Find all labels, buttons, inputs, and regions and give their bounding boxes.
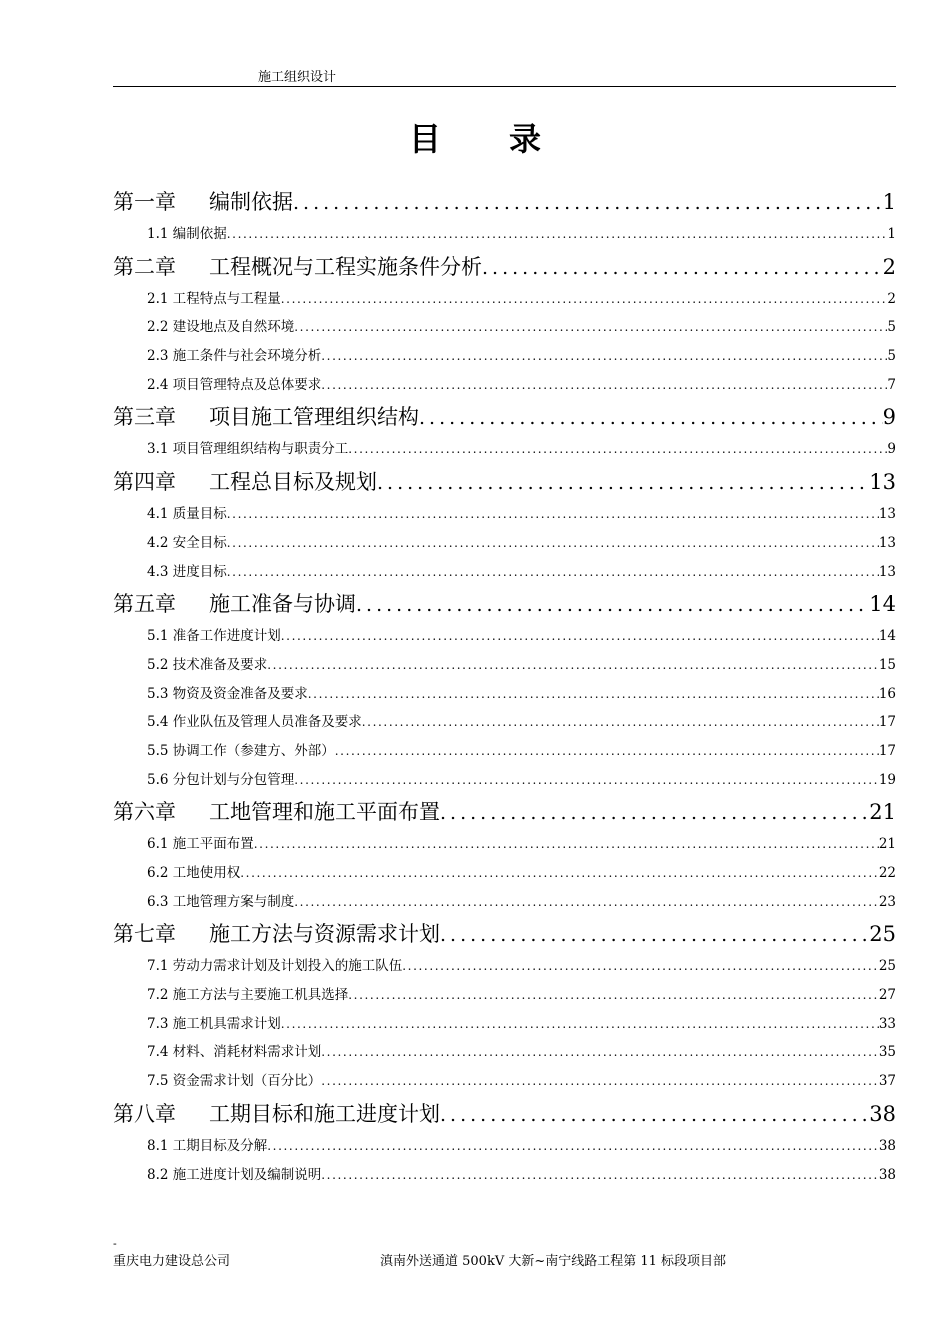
toc-section-row[interactable]	[113, 558, 896, 587]
chapter-number: 第五章	[113, 592, 176, 617]
leader-dots	[348, 981, 879, 1010]
toc-chapter-label	[113, 586, 356, 622]
page-number: 5	[887, 319, 896, 336]
toc-chapter-label	[113, 916, 440, 952]
page-number: 37	[878, 1073, 896, 1090]
leader-dots	[362, 708, 879, 737]
toc-chapter-label	[113, 399, 419, 435]
toc-section-row[interactable]	[113, 1132, 896, 1161]
section-title: 4.3 进度目标	[147, 563, 227, 580]
toc-chapter-row[interactable]	[113, 464, 896, 500]
page-number: 21	[869, 800, 896, 825]
chapter-number: 第一章	[113, 190, 176, 214]
page-number: 25	[869, 922, 896, 947]
toc-section-row[interactable]	[113, 888, 896, 917]
chapter-title: 施工方法与资源需求计划	[209, 922, 440, 947]
page-number: 21	[878, 836, 896, 853]
footer-mark: -	[113, 1237, 117, 1250]
leader-dots	[482, 250, 883, 285]
page-number: 23	[878, 893, 896, 910]
chapter-title: 工地管理和施工平面布置	[209, 800, 440, 825]
toc-chapter-row[interactable]	[113, 794, 896, 830]
section-title: 1.1 编制依据	[147, 226, 227, 242]
section-title: 8.2 施工进度计划及编制说明	[147, 1166, 322, 1183]
chapter-number: 第六章	[113, 800, 176, 825]
toc-chapter-row[interactable]	[113, 249, 896, 285]
leader-dots	[321, 1038, 879, 1067]
toc-chapter-row[interactable]	[113, 399, 896, 435]
leader-dots	[321, 1067, 879, 1096]
toc-section-row[interactable]	[113, 435, 896, 464]
toc-chapter-label	[113, 464, 377, 500]
leader-dots	[321, 1161, 879, 1190]
section-title: 4.1 质量目标	[147, 506, 227, 523]
page-number: 2	[882, 254, 896, 279]
toc-chapter-row[interactable]	[113, 916, 896, 952]
page-number: 33	[878, 1015, 896, 1032]
leader-dots	[281, 285, 888, 314]
toc-section-row[interactable]	[113, 1067, 896, 1096]
leader-dots	[294, 888, 879, 917]
toc-section-row[interactable]	[113, 981, 896, 1010]
leader-dots	[356, 587, 869, 622]
toc-title: 目录	[408, 120, 609, 158]
section-title: 6.1 施工平面布置	[147, 836, 254, 853]
leader-dots	[440, 795, 869, 830]
leader-dots	[227, 500, 879, 529]
footer-company: 重庆电力建设总公司	[113, 1254, 231, 1269]
page-number: 27	[878, 987, 896, 1004]
footer-project: 滇南外送通道 500kV 大新~南宁线路工程第 11 标段项目部	[380, 1254, 727, 1269]
toc-section-row[interactable]	[113, 500, 896, 529]
leader-dots	[308, 680, 879, 709]
toc-section-row[interactable]	[113, 737, 896, 766]
page-number: 13	[878, 534, 896, 551]
section-title: 5.1 准备工作进度计划	[147, 628, 281, 645]
page-number: 2	[887, 290, 896, 307]
page-number: 19	[878, 771, 896, 788]
leader-dots	[254, 830, 879, 859]
page-number: 38	[869, 1101, 896, 1126]
chapter-number: 第四章	[113, 470, 176, 495]
chapter-title: 工期目标和施工进度计划	[209, 1101, 440, 1126]
toc-section-row[interactable]	[113, 1038, 896, 1067]
chapter-title: 工程总目标及规划	[209, 470, 377, 495]
toc-chapter-label	[113, 249, 482, 285]
leader-dots	[294, 766, 879, 795]
section-title: 2.3 施工条件与社会环境分析	[147, 348, 322, 365]
toc-section-row[interactable]	[113, 651, 896, 680]
leader-dots	[227, 558, 879, 587]
toc-section-row[interactable]	[113, 708, 896, 737]
chapter-title: 施工准备与协调	[209, 592, 356, 617]
chapter-title: 编制依据	[209, 190, 293, 214]
leader-dots	[402, 952, 879, 981]
page-number: 16	[878, 685, 896, 702]
section-title: 5.5 协调工作（参建方、外部）	[147, 742, 335, 759]
section-title: 7.4 材料、消耗材料需求计划	[147, 1044, 322, 1061]
leader-dots	[227, 529, 879, 558]
toc-section-row[interactable]	[113, 1161, 896, 1190]
toc-chapter-row[interactable]	[113, 1096, 896, 1132]
page-number: 15	[878, 656, 896, 673]
toc-section-row[interactable]	[113, 342, 896, 371]
section-title: 2.4 项目管理特点及总体要求	[147, 376, 322, 393]
section-title: 6.3 工地管理方案与制度	[147, 893, 295, 910]
page-number: 14	[878, 628, 896, 645]
section-title: 5.2 技术准备及要求	[147, 656, 268, 673]
section-title: 5.4 作业队伍及管理人员准备及要求	[147, 714, 362, 731]
leader-dots	[348, 435, 887, 464]
leader-dots	[227, 220, 888, 249]
toc-section-row[interactable]	[113, 285, 896, 314]
section-title: 8.1 工期目标及分解	[147, 1137, 268, 1154]
section-title: 2.2 建设地点及自然环境	[147, 319, 295, 336]
section-title: 7.2 施工方法与主要施工机具选择	[147, 987, 349, 1004]
toc-section-row[interactable]	[113, 766, 896, 795]
page-number: 38	[878, 1137, 896, 1154]
toc-section-row[interactable]	[113, 220, 896, 249]
page-number: 13	[869, 470, 896, 495]
leader-dots	[377, 465, 869, 500]
page-number: 13	[878, 506, 896, 523]
toc-section-row[interactable]	[113, 371, 896, 400]
leader-dots	[294, 313, 887, 342]
toc-section-row[interactable]	[113, 313, 896, 342]
page-number: 22	[878, 865, 896, 881]
section-title: 4.2 安全目标	[147, 534, 227, 551]
page-number: 1	[882, 190, 896, 214]
page-number: 14	[869, 592, 896, 617]
page-number: 17	[878, 714, 896, 731]
leader-dots	[321, 342, 887, 371]
leader-dots	[267, 1132, 879, 1161]
header-text: 施工组织设计	[258, 70, 337, 85]
page-number: 9	[887, 441, 896, 458]
leader-dots	[440, 917, 869, 952]
chapter-title: 项目施工管理组织结构	[209, 405, 419, 430]
leader-dots	[419, 400, 883, 435]
leader-dots	[267, 651, 879, 680]
leader-dots	[281, 622, 879, 651]
section-title: 3.1 项目管理组织结构与职责分工	[147, 441, 349, 458]
section-title: 7.1 劳动力需求计划及计划投入的施工队伍	[147, 958, 403, 975]
toc-chapter-label	[113, 184, 293, 220]
toc-chapter-row[interactable]	[113, 586, 896, 622]
page-number: 1	[887, 226, 896, 242]
toc-section-row[interactable]	[113, 952, 896, 981]
section-title: 5.6 分包计划与分包管理	[147, 771, 295, 788]
section-title: 6.2 工地使用权	[147, 865, 241, 881]
leader-dots	[240, 859, 879, 888]
chapter-title: 工程概况与工程实施条件分析	[209, 254, 482, 279]
page-number: 17	[878, 742, 896, 759]
chapter-number: 第二章	[113, 254, 176, 279]
page-number: 13	[878, 563, 896, 580]
page-number: 38	[878, 1166, 896, 1183]
page-number: 35	[878, 1044, 896, 1061]
toc-chapter-label	[113, 1096, 440, 1132]
toc-chapter-label	[113, 794, 440, 830]
toc-section-row[interactable]	[113, 1010, 896, 1039]
toc-chapter-row[interactable]	[113, 184, 896, 220]
toc-section-row[interactable]	[113, 859, 896, 888]
page-number: 5	[887, 348, 896, 365]
section-title: 2.1 工程特点与工程量	[147, 290, 281, 307]
chapter-number: 第三章	[113, 405, 176, 430]
leader-dots	[440, 1097, 869, 1132]
toc-section-row[interactable]	[113, 529, 896, 558]
chapter-number: 第七章	[113, 922, 176, 947]
section-title: 5.3 物资及资金准备及要求	[147, 685, 308, 702]
leader-dots	[335, 737, 879, 766]
page-number: 9	[882, 405, 896, 430]
page-number: 25	[878, 958, 896, 975]
toc-section-row[interactable]	[113, 830, 896, 859]
section-title: 7.5 资金需求计划（百分比）	[147, 1073, 322, 1090]
page-header	[113, 64, 896, 87]
leader-dots	[321, 371, 887, 400]
page-number: 7	[887, 376, 896, 393]
leader-dots	[293, 185, 883, 220]
chapter-number: 第八章	[113, 1101, 176, 1126]
toc-section-row[interactable]	[113, 680, 896, 709]
toc-section-row[interactable]	[113, 622, 896, 651]
leader-dots	[281, 1010, 879, 1039]
table-of-contents	[113, 184, 896, 1189]
section-title: 7.3 施工机具需求计划	[147, 1015, 281, 1032]
